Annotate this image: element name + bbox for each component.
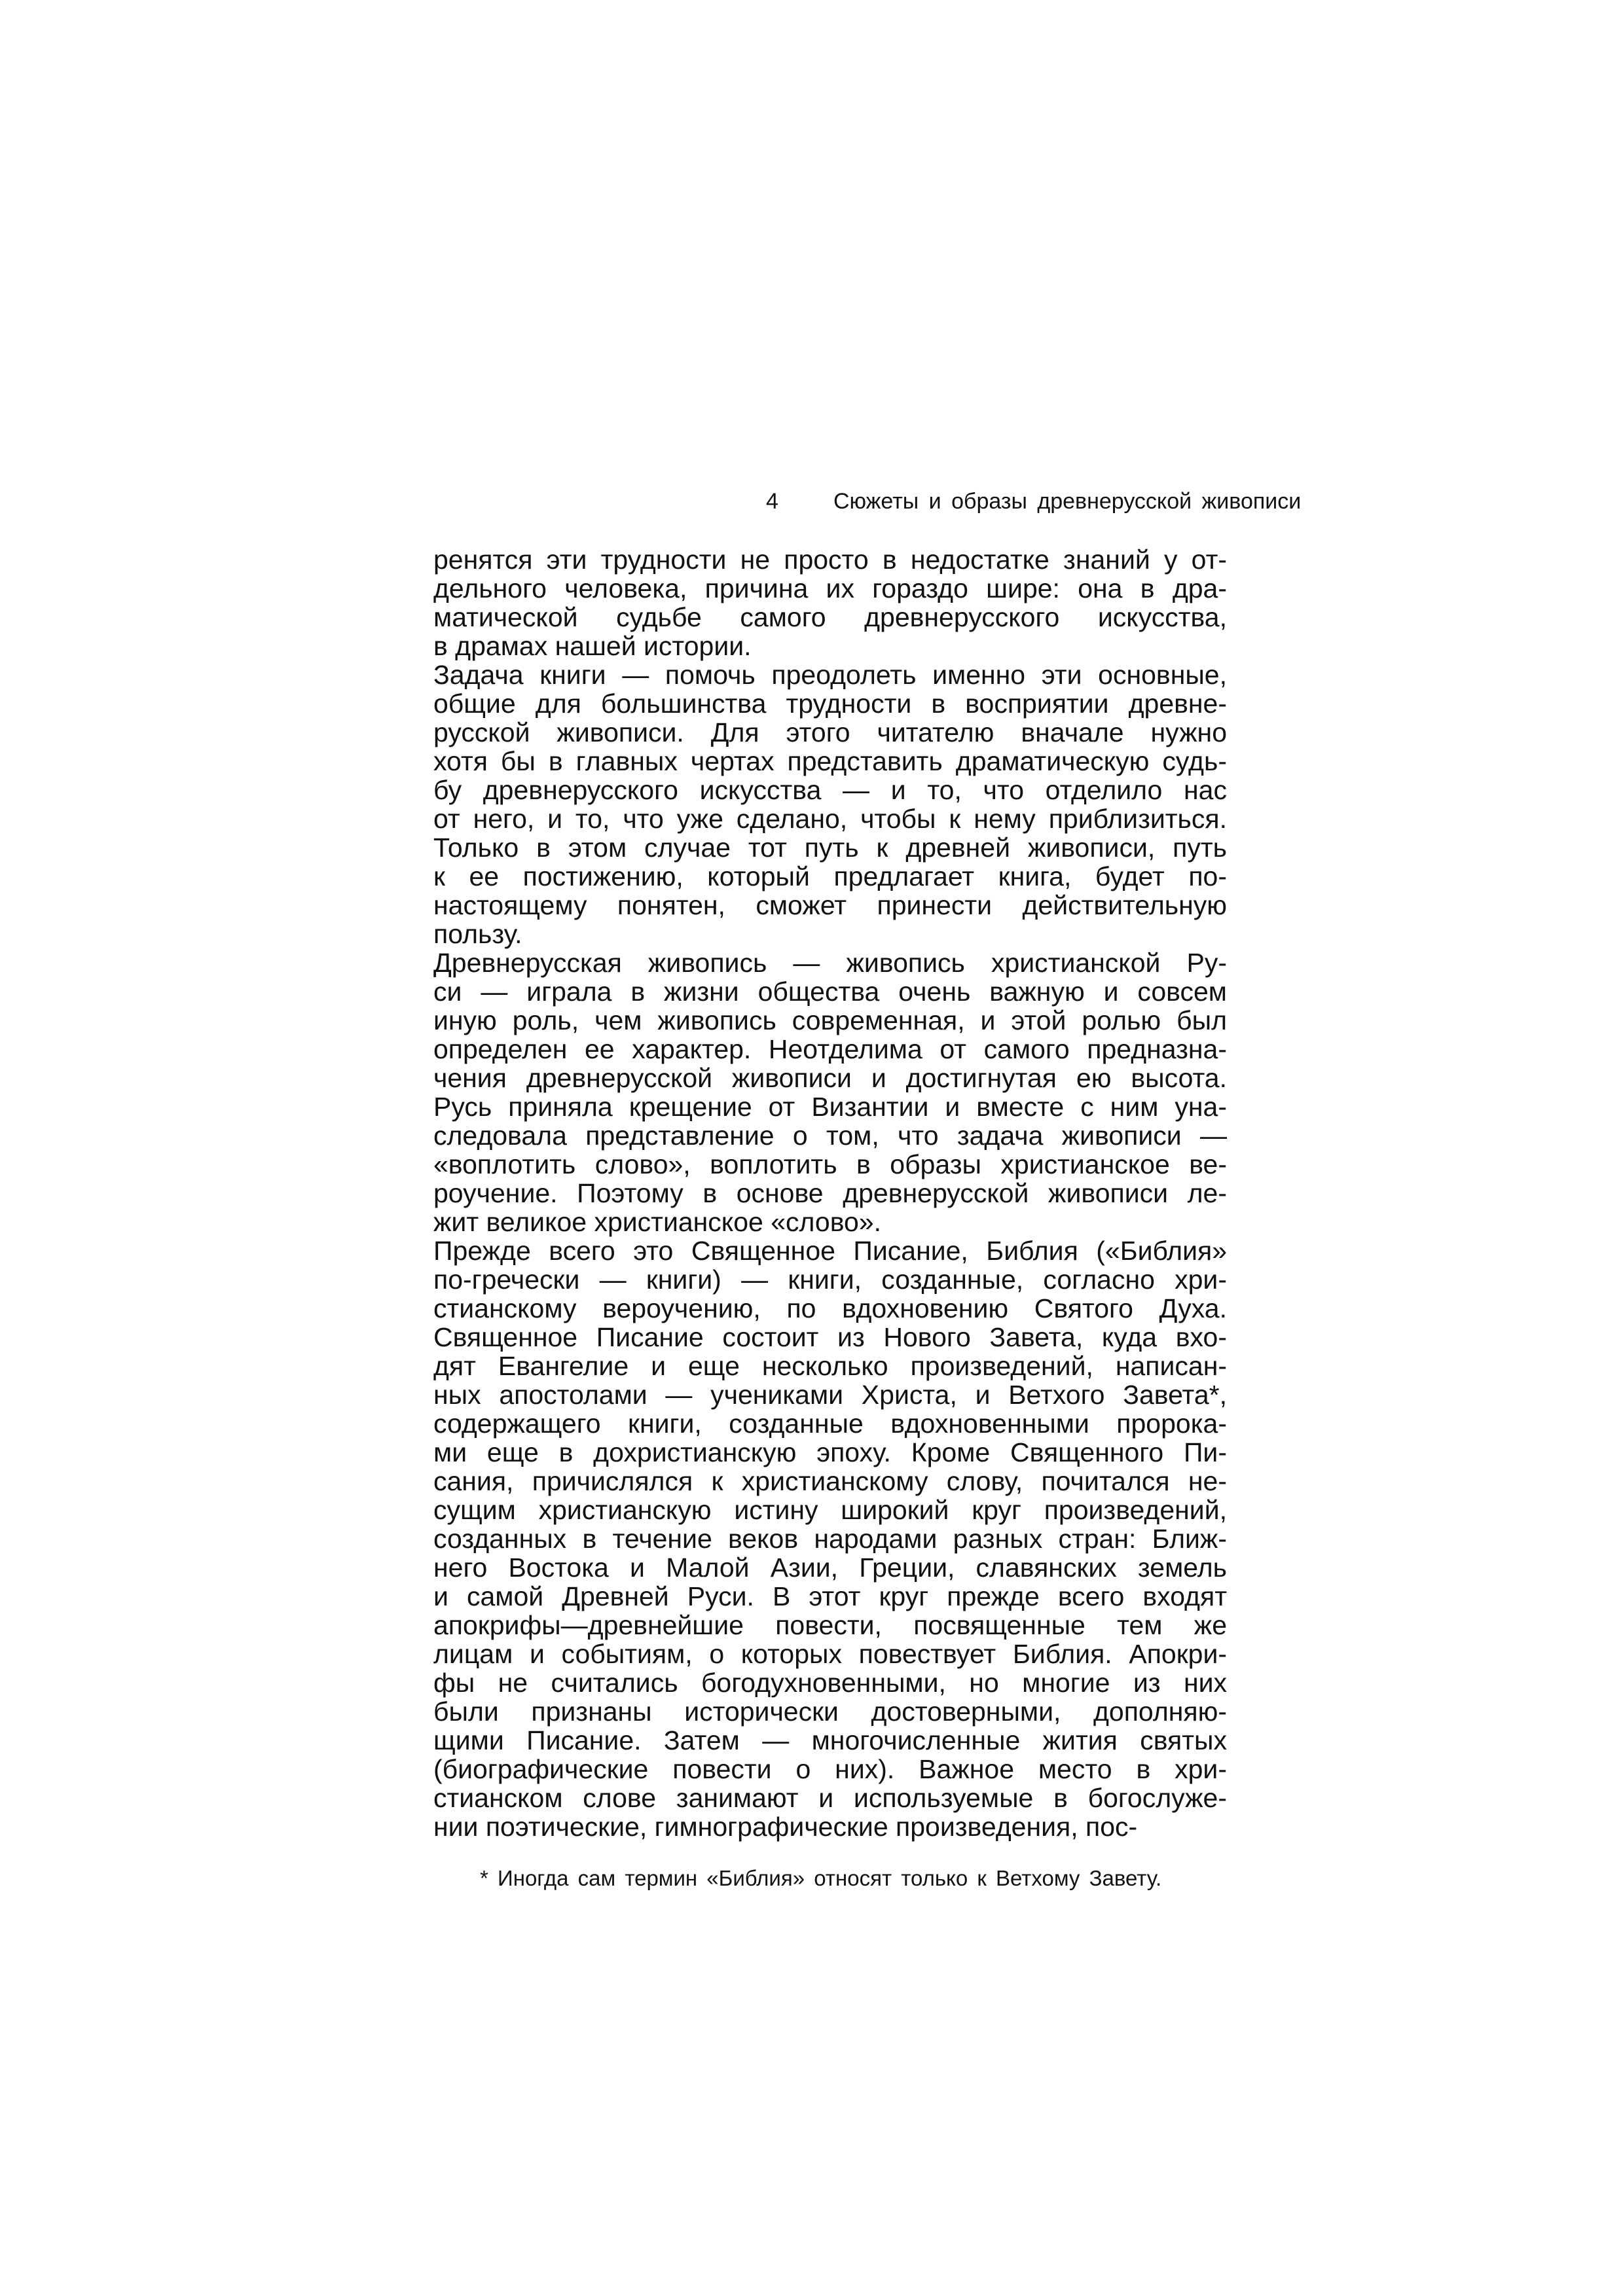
- text-line: бу древнерусского искусства — и то, что отделило нас: [433, 775, 1227, 805]
- text-line: чения древнерусской живописи и достигнутая ею высота.: [433, 1063, 1227, 1093]
- text-line: стианскому вероучению, по вдохновению Святого Духа.: [433, 1293, 1227, 1323]
- text-line: нии поэтические, гимнографические произведения, пос-: [433, 1812, 1138, 1842]
- text-line: ми еще в дохристианскую эпоху. Кроме Священного Пи-: [433, 1437, 1227, 1467]
- text-line: пользу.: [433, 919, 522, 949]
- text-line: Русь приняла крещение от Византии и вместе с ним уна-: [433, 1092, 1227, 1122]
- text-line: ренятся эти трудности не просто в недостатке знаний у от-: [433, 545, 1227, 575]
- text-line: в драмах нашей истории.: [433, 631, 752, 661]
- paragraph: [433, 660, 1227, 948]
- text-line: Задача книги — помочь преодолеть именно эти основные,: [433, 660, 1227, 690]
- text-line: дят Евангелие и еще несколько произведений, написан-: [433, 1351, 1227, 1381]
- text-line: от него, и то, что уже сделано, чтобы к нему приблизиться.: [433, 804, 1227, 834]
- text-line: созданных в течение веков народами разных стран: Ближ-: [433, 1524, 1227, 1554]
- text-line: и самой Древней Руси. В этот круг прежде всего входят: [433, 1581, 1227, 1611]
- text-line: русской живописи. Для этого читателю вначале нужно: [433, 717, 1227, 747]
- running-head: [766, 483, 1342, 520]
- text-line: к ее постижению, который предлагает книга, будет по-: [433, 861, 1227, 891]
- text-line: сущим христианскую истину широкий круг произведений,: [433, 1495, 1227, 1525]
- text-line: апокрифы—древнейшие повести, посвященные тем же: [433, 1610, 1227, 1640]
- text-line: ных апостолами — учениками Христа, и Ветхого Завета*,: [433, 1380, 1227, 1410]
- text-line: роучение. Поэтому в основе древнерусской живописи ле-: [433, 1178, 1227, 1208]
- running-head-title: Сюжеты и образы древнерусской живописи: [833, 489, 1302, 514]
- text-line: Священное Писание состоит из Нового Завета, куда вхо-: [433, 1322, 1227, 1352]
- text-line: общие для большинства трудности в восприятии древне-: [433, 689, 1227, 719]
- text-line: лицам и событиям, о которых повествует Библия. Апокри-: [433, 1639, 1227, 1669]
- text-line: него Востока и Малой Азии, Греции, славянских земель: [433, 1552, 1227, 1583]
- text-line: Древнерусская живопись — живопись христианской Ру-: [433, 948, 1227, 978]
- text-line: следовала представление о том, что задача живописи —: [433, 1121, 1227, 1151]
- text-line: Только в этом случае тот путь к древней живописи, путь: [433, 833, 1227, 863]
- text-line: хотя бы в главных чертах представить драматическую судь-: [433, 746, 1227, 776]
- text-line: определен ее характер. Неотделима от самого предназна-: [433, 1034, 1227, 1064]
- text-line: щими Писание. Затем — многочисленные жития святых: [433, 1725, 1227, 1755]
- paragraph: [433, 545, 1227, 660]
- text-line: стианском слове занимают и используемые в богослуже-: [433, 1783, 1227, 1813]
- paragraph: [433, 1236, 1227, 1841]
- text-line: по-гречески — книги) — книги, созданные, согласно хри-: [433, 1265, 1227, 1295]
- text-line: «воплотить слово», воплотить в образы христианское ве-: [433, 1149, 1227, 1179]
- footnote: * Иногда сам термин «Библия» относят только к Ветхому Завету.: [480, 1866, 1162, 1890]
- body-text: [433, 545, 1227, 1841]
- text-line: сания, причислялся к христианскому слову, почитался не-: [433, 1466, 1227, 1496]
- text-line: настоящему понятен, сможет принести действительную: [433, 890, 1227, 920]
- text-line: дельного человека, причина их гораздо шире: она в дра-: [433, 573, 1227, 603]
- text-line: фы не считались богодухновенными, но многие из них: [433, 1668, 1227, 1698]
- text-line: иную роль, чем живопись современная, и этой ролью был: [433, 1005, 1227, 1035]
- text-line: (биографические повести о них). Важное место в хри-: [433, 1754, 1227, 1784]
- text-line: Прежде всего это Священное Писание, Библия («Библия»: [433, 1236, 1227, 1266]
- text-line: жит великое христианское «слово».: [433, 1207, 882, 1237]
- text-line: содержащего книги, созданные вдохновенными пророка-: [433, 1408, 1227, 1439]
- text-line: матической судьбе самого древнерусского искусства,: [433, 602, 1227, 632]
- text-line: были признаны исторически достоверными, дополняю-: [433, 1696, 1227, 1727]
- paragraph: [433, 948, 1227, 1236]
- page-number: 4: [766, 489, 778, 514]
- text-line: си — играла в жизни общества очень важную и совсем: [433, 977, 1227, 1007]
